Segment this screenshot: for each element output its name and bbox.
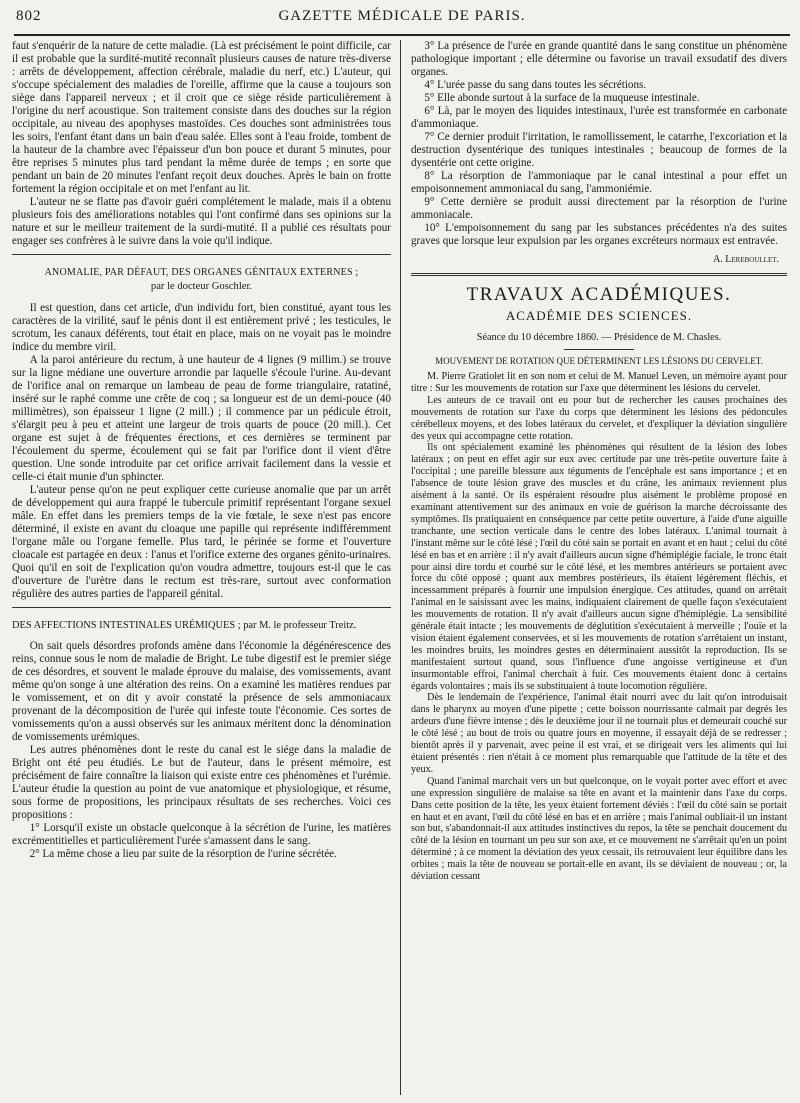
proposition-item: 9° Cette dernière se produit aussi directement par la résorption de l'urine ammoniacale. (411, 196, 787, 221)
left-column (12, 40, 391, 1095)
memoir-paragraph-2: Les auteurs de ce travail ont eu pour but de rechercher les causes prochaines des mouvements de rotation sur l'axe du corps que déterminent les lésions des pédoncules cérébelleux moyens, et des lobes latéraux du cervelet, et d'expliquer la déviation singulière des yeux qui accompagne cette rotation. (411, 394, 787, 442)
section-divider (411, 273, 787, 276)
proposition-item: 10° L'empoisonnement du sang par les substances précédentes n'a des suites graves que lorsque leur expulsion par les organes excréteurs normaux est entravée. (411, 222, 787, 247)
column-divider (400, 40, 401, 1095)
memoir-paragraph-4: Dès le lendemain de l'expérience, l'animal était nourri avec du lait qu'on introduisait dans le pharynx au moyen d'une pipette ; cette boisson nourrissante calmait par degrés les ardeurs d'une fièvre intense ; dès le deuxième jour il ne tournait plus et demeurait couché sur le côté lésé ; au bout de trois ou quatre jours en moyenne, il essayait déjà de se redresser ; bientôt après il y parvenait, avec peine il est vrai, et se dirigeait vers les aliments qui lui étaient présentés : rien n'était à ce moment plus remarquable que l'attitude de la tête et des yeux. (411, 692, 787, 775)
memoir-title: MOUVEMENT DE ROTATION QUE DÉTERMINENT LES LÉSIONS DU CERVELET. (435, 356, 763, 366)
anomalie-paragraph-1: Il est question, dans cet article, d'un individu fort, bien constitué, ayant tous les caractères de la virilité, sauf le pénis dont il est entièrement privé ; les testicules, le scrotum, les canaux déférents, tout était en place, mais on ne voyait pas le moindre indice du membre viril. (12, 302, 391, 353)
anomalie-paragraph-3: L'auteur pense qu'on ne peut expliquer cette curieuse anomalie que par un arrêt de développement qui aura frappé le tubercule primitif représentant l'organe sexuel mâle. En effet dans les premiers temps de la vie fœtale, le sexe n'est pas encore déterminé, il existe en avant du cloaque une papille qui représente indifféremment l'organe mâle ou l'organe femelle. Plus tard, le périnée se forme et l'ouverture cloacale est partagée en deux : l'anus et l'orifice externe des organes génito-urinaires. Quoi qu'il en soit de l'explication qu'on voudra admettre, toujours est-il que le cas d'ouverture de l'urètre dans le rectum est très-rare, surtout avec conformation régulière des autres parties de l'appareil génital. (12, 484, 391, 600)
section-subtitle: ACADÉMIE DES SCIENCES. (505, 308, 693, 323)
anomalie-author: par le docteur Goschler. (150, 281, 253, 292)
affections-title: DES AFFECTIONS INTESTINALES URÉMIQUES ; par M. le professeur Treitz. (12, 620, 357, 631)
affections-paragraph-1: On sait quels désordres profonds amène dans l'économie la dégénérescence des reins, connue sous le nom de maladie de Bright. Le tube digestif est le premier siége de ces désordres, et souvent le malade éprouve du malaise, des vomissements, avant même qu'on songe à une altération des reins. On a examiné les matières rendues par le vomissement, et on dit y avoir constaté la présence de sels ammoniacaux provenant de la décomposition de l'urée qui infeste toute l'économie. Ces sortes de vomissements qu'on a aussi observés sur les animaux méritent donc la dénomination de vomissements urémiques. (12, 640, 391, 743)
section-title: TRAVAUX ACADÉMIQUES. (466, 284, 732, 305)
page-number: 802 (16, 8, 42, 24)
affections-paragraph-4: 2° La même chose a lieu par suite de la résorption de l'urine sécrétée. (29, 848, 337, 860)
affections-paragraph-3: 1° Lorsqu'il existe un obstacle quelconque à la sécrétion de l'urine, les matières excrémentitielles et particulièrement l'urée s'amassent dans le sang. (12, 822, 391, 847)
memoir-body (411, 371, 787, 883)
proposition-item: 8° La résorption de l'ammoniaque par le canal intestinal a pour effet un empoisonnement ammoniacal du sang, l'ammoniémie. (411, 170, 787, 195)
affections-paragraph-2: Les autres phénomènes dont le reste du canal est le siége dans la maladie de Bright ont été peu étudiés. Le but de l'auteur, dans le présent mémoire, est précisément de faire connaître la liaison qui existe entre ces phénomènes et l'urémie. L'auteur étudie la question au point de vue anatomique et physiologique, et résume, sous forme de propositions, les principaux résultats de ses recherches. Voici ces propositions : (12, 744, 391, 821)
short-divider (564, 349, 634, 350)
author-signature: A. Lereboullet. (713, 254, 779, 265)
proposition-item: 3° La présence de l'urée en grande quantité dans le sang constitue un phénomène pathologique important ; elle détermine ou favorise un travail exsudatif des divers organes. (411, 40, 787, 78)
proposition-item: 6° Là, par le moyen des liquides intestinaux, l'urée est transformée en carbonate d'ammoniaque. (411, 105, 787, 130)
anomalie-paragraph-2: A la paroi antérieure du rectum, à une hauteur de 4 lignes (9 millim.) se trouve sur la ligne médiane une ouverture arrondie par laquelle s'écoule l'urine. Au-devant de l'orifice anal on remarque un lambeau de peau de forme triangulaire, ratatiné, inséré sur le raphé comme une crête de coq ; sa longueur est de un demi-pouce (40 millimètres), son épaisseur 1 ligne (2 mill.) ; il commence par un pédicule étroit, s'élargit peu à peu et atteint une largeur de trois quarts de pouce (20 mill.). Cet organe est sujet à de fréquentes érections, et ces dernières se terminent par l'écoulement du sperme, écoulement qui se fait par l'orifice dont il vient d'être question. Une sonde introduite par cet orifice arrivait facilement dans la vessie et celle-ci était munie d'un sphincter. (12, 354, 391, 483)
anomalie-title: ANOMALIE, PAR DÉFAUT, DES ORGANES GÉNITAUX EXTERNES ; (44, 267, 359, 278)
journal-title: GAZETTE MÉDICALE DE PARIS. (278, 8, 526, 24)
intro-paragraph-2: L'auteur ne se flatte pas d'avoir guéri complétement le malade, mais il a obtenu plusieurs fois des améliorations notables qui l'ont confirmé dans ses opinions sur la nature et sur le meilleur traitement de la surdi-mutité. Il a publié ces résultats pour engager ses confrères à le suivre dans la voie qu'il indique. (12, 196, 391, 247)
seance-line: Séance du 10 décembre 1860. — Présidence de M. Chasles. (476, 332, 722, 343)
intro-paragraph-1: faut s'enquérir de la nature de cette maladie. (Là est précisément le point difficile, car il est probable que la surdité-mutité reconnaît plusieurs causes de nature très-diverse : arrêts de développement, affection cérébrale, maladie du nerf, etc.) L'auteur, qui s'occupe spécialement des maladies de l'oreille, affirme que la cause a toujours son siège dans l'appareil nerveux ; et il croit que ce siège réside particulièrement à l'origine du nerf acoustique. Son traitement consiste dans des douches sur la région occipitale, au niveau des apophyses mastoïdes. Ces douches sont administrées tous les soirs, l'enfant étant dans un bain d'eau salée. Elles sont à l'eau froide, tombent de la hauteur de la chambre avec l'épaisseur d'un bon pouce et durant 5 minutes, pour être reprises 5 minutes plus tard pendant la même durée de temps ; en sorte que pendant un bain de 20 minutes l'enfant reçoit deux douches. Après le bain on frotte fortement la région occipitale et on met l'enfant au lit. (12, 40, 391, 195)
right-column (411, 40, 787, 1095)
memoir-paragraph-5: Quand l'animal marchait vers un but quelconque, on le voyait porter avec effort et avec une expression singulière de malaise sa tête en avant et la maintenir dans l'axe du corps. Dans cette position de la tête, les yeux étaient fortement déviés : l'œil du côté sain se portait en haut et en avant, l'œil du côté lésé en bas et en arrière ; mais l'animal oubliait-il un instant son but, s'abandonnait-il aux attitudes instinctives du repos, la tête se penchait doucement du côté de la lésion en tournant un peu sur son axe, et ce mouvement ne s'arrêtait qu'en un point déterminé ; à ce moment la déviation des yeux cessait, ils retrouvaient leur équilibre dans les orbites ; mais la tête de nouveau se portait-elle en avant, ils se déviaient de nouveau ; or, la déviation cessant (411, 775, 787, 883)
article-divider (12, 607, 391, 608)
memoir-paragraph-1: M. Pierre Gratiolet lit en son nom et celui de M. Manuel Leven, un mémoire ayant pour titre : Sur les mouvements de rotation sur l'axe que déterminent les lésions du cervelet. (411, 371, 787, 394)
proposition-item: 5° Elle abonde surtout à la surface de la muqueuse intestinale. (424, 92, 700, 104)
proposition-item: 4° L'urée passe du sang dans toutes les sécrétions. (424, 79, 647, 91)
memoir-paragraph-3: Ils ont spécialement examiné les phénomènes qui résultent de la lésion des lobes latéraux ; on peut en effet agir sur eux avec certitude par une très-petite ouverture faite à l'occipital ; une pareille blessure aux téguments de l'encéphale est sans importance ; et en l'absence de toute lésion grave des muscles et du crâne, les animaux reviennent plus aisément à la santé. Or ils espéraient résoudre plus aisément le problème proposé en examinant attentivement sur des animaux en voie de guérison la marche décroissante des symptômes. Ils pratiquaient en conséquence par cette petite ouverture, à l'aide d'une aiguille tranchante, une section verticale dans le centre des lobes latéraux. L'animal tournait à l'instant même sur le côté lésé ; l'œil du côté sain se portait en avant et en haut ; celui du côté lésé en bas et en arrière : il n'y avait d'ailleurs aucun signe d'hémiplégie faciale, le tronc était pour ainsi dire tordu et courbé sur le côté lésé, et les membres antérieurs se portaient avec force du côté opposé ; quant aux membres postérieurs, ils étaient légèrement fléchis, et incessamment préparés à fournir une impulsion énergique. Ces attitudes, quand on arrêtait l'animal en le saisissant avec les mains, indiquaient clairement de quelle façon s'exécutaient les mouvements de rotation. Il n'y avait d'ailleurs aucun signe d'hémiplégie. La sensibilité générale était intacte ; les mouvements de déglutition s'exécutaient à merveille ; l'ouïe et la vision étaient également conservées, et si les mouvements de rotation s'arrêtaient un instant, les moindres bruits, les moindres gestes en déterminaient aussitôt la reproduction. Ils se manifestaient surtout quand, sous l'influence d'une angoisse vertigineuse et d'un insurmontable effroi, l'animal cherchait à fuir. Ces mouvements étaient donc à certains égards volontaires ; mais ils se substituaient à toute locomotion régulière. (411, 442, 787, 692)
page-header (14, 8, 790, 36)
propositions-list (411, 40, 787, 248)
proposition-item: 7° Ce dernier produit l'irritation, le ramollissement, le catarrhe, l'excoriation et la destruction dysentérique des tuniques intestinales ; beaucoup de formes de la dysentérie ont cette origine. (411, 131, 787, 169)
article-divider (12, 254, 391, 255)
